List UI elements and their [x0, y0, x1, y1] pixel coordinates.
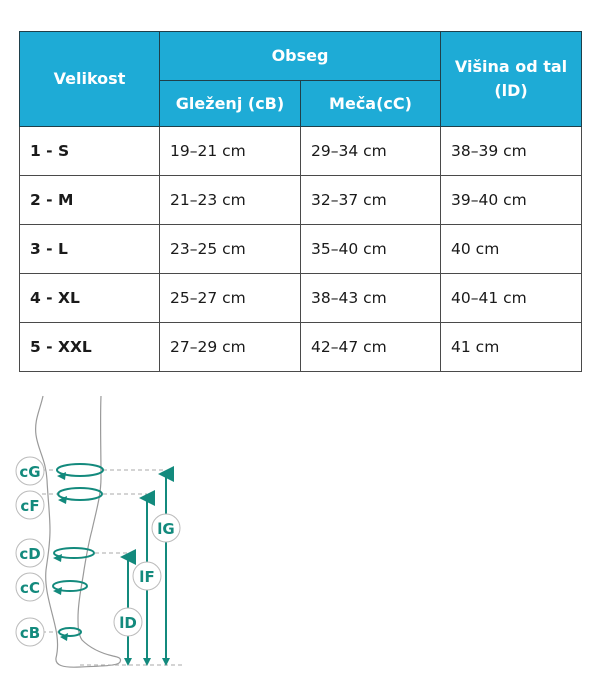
- cell-ankle: 19–21 cm: [160, 127, 301, 176]
- cell-calf: 42–47 cm: [301, 323, 441, 372]
- table-row: [20, 127, 582, 176]
- svg-text:lD: lD: [119, 614, 137, 632]
- table-row: [20, 323, 582, 372]
- cell-ankle: 23–25 cm: [160, 225, 301, 274]
- cell-size: 2 - M: [20, 176, 160, 225]
- label-lD: [114, 608, 142, 636]
- label-cC: [16, 573, 44, 601]
- label-lG: [152, 514, 180, 542]
- cell-ankle: 25–27 cm: [160, 274, 301, 323]
- cell-ankle: 27–29 cm: [160, 323, 301, 372]
- header-size: Velikost: [20, 32, 160, 127]
- header-ankle: Gleženj (cB): [160, 81, 301, 127]
- cell-size: 4 - XL: [20, 274, 160, 323]
- cell-height: 39–40 cm: [441, 176, 582, 225]
- size-chart-table: [19, 31, 582, 372]
- cell-ankle: 21–23 cm: [160, 176, 301, 225]
- cell-height: 41 cm: [441, 323, 582, 372]
- cell-size: 5 - XXL: [20, 323, 160, 372]
- cell-size: 3 - L: [20, 225, 160, 274]
- svg-text:lF: lF: [139, 568, 155, 586]
- cell-calf: 35–40 cm: [301, 225, 441, 274]
- circumference-labels: [16, 457, 44, 646]
- label-lF: [133, 562, 161, 590]
- cell-height: 40–41 cm: [441, 274, 582, 323]
- label-cF: [16, 491, 44, 519]
- table-row: [20, 176, 582, 225]
- cell-size: 1 - S: [20, 127, 160, 176]
- header-height: Višina od tal (lD): [441, 32, 582, 127]
- svg-text:cG: cG: [19, 463, 41, 481]
- header-row-1: [20, 32, 582, 81]
- svg-text:cD: cD: [19, 545, 41, 563]
- svg-text:cF: cF: [20, 497, 40, 515]
- cell-calf: 32–37 cm: [301, 176, 441, 225]
- cell-height: 40 cm: [441, 225, 582, 274]
- table-row: [20, 274, 582, 323]
- table-row: [20, 225, 582, 274]
- header-circumference: Obseg: [160, 32, 441, 81]
- leg-measurement-diagram: [0, 390, 200, 680]
- leg-outline: [36, 396, 121, 667]
- cell-calf: 29–34 cm: [301, 127, 441, 176]
- cell-height: 38–39 cm: [441, 127, 582, 176]
- label-cD: [16, 539, 44, 567]
- label-cB: [16, 618, 44, 646]
- header-calf: Meča(cC): [301, 81, 441, 127]
- svg-text:cB: cB: [19, 624, 41, 642]
- svg-text:cC: cC: [20, 579, 40, 597]
- svg-text:lG: lG: [157, 520, 175, 538]
- label-cG: [16, 457, 44, 485]
- cell-calf: 38–43 cm: [301, 274, 441, 323]
